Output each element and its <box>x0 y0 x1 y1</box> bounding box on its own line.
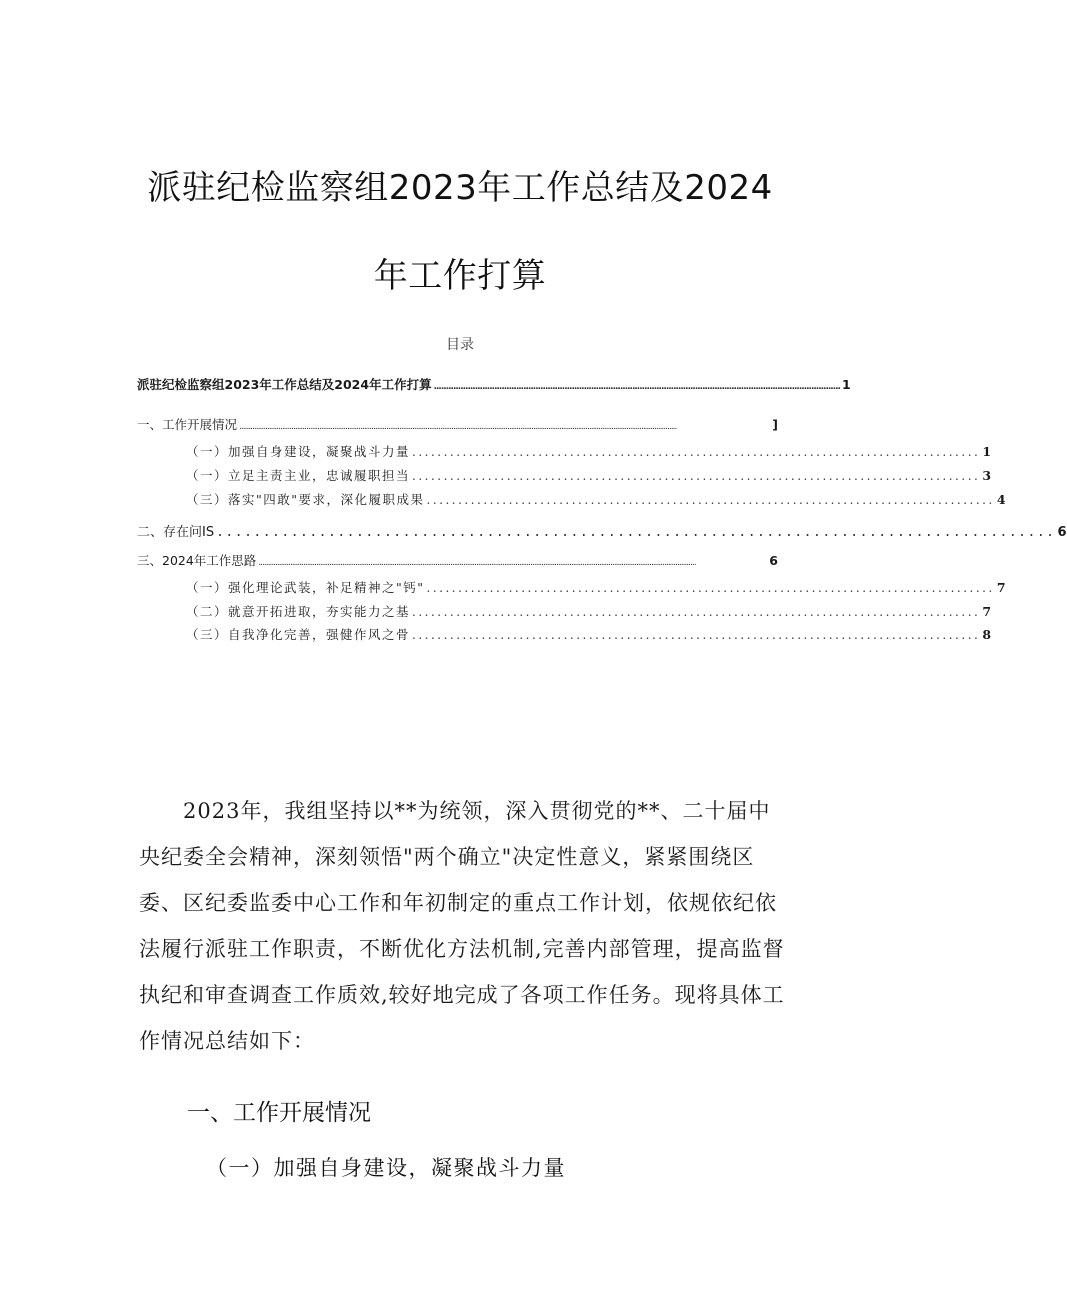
toc-leader-dots: ........................................................................................................................................................................ <box>433 382 840 392</box>
document-title-line-2: 年工作打算 <box>373 256 547 296</box>
toc-entry-label: 一、工作开展情况 <box>137 417 238 432</box>
toc-entry-label: （三）落实"四敢"要求，深化履职成果 <box>186 492 425 507</box>
toc-entry-label: （一）强化理论武装，补足精神之"钙" <box>186 580 425 595</box>
toc-entry-section-1[interactable] <box>137 415 778 433</box>
toc-entry-label: 派驻纪检监察组2023年工作总结及2024年工作打算 <box>137 377 432 392</box>
toc-entry-label: 二、存在问IS <box>137 525 215 540</box>
toc-entry-page: 8 <box>982 627 992 642</box>
toc-entry-section-3-2[interactable] <box>186 602 992 620</box>
toc-entry-label: （二）就意开拓进取，夯实能力之基 <box>186 604 411 619</box>
toc-leader-dots: .......................................................................................... <box>426 493 995 507</box>
toc-leader-dots: ........................................................................................................................................................................................................................................... <box>258 558 696 568</box>
toc-entry-section-1-1[interactable] <box>186 442 992 460</box>
toc-entry-section-3[interactable] <box>137 551 778 569</box>
toc-entry-page: 7 <box>996 580 1006 595</box>
toc-entry-page: 7 <box>982 604 992 619</box>
toc-entry-page: 6 <box>1057 525 1067 540</box>
toc-leader-dots: .......................................................................................... <box>216 525 1056 540</box>
toc-entry-page: 4 <box>996 492 1006 507</box>
toc-entry-label: （一）加强自身建设，凝聚战斗力量 <box>186 444 411 459</box>
subsection-heading-self-building: （一）加强自身建设，凝聚战斗力量 <box>206 1156 566 1180</box>
toc-heading: 目录 <box>446 337 474 353</box>
toc-entry-document-title[interactable] <box>137 375 851 393</box>
document-title-line-1: 派驻纪检监察组2023年工作总结及2024 <box>147 168 773 208</box>
toc-leader-dots: ........................................................................................................................................................................................................................................... <box>239 422 677 432</box>
section-heading-work-status: 一、工作开展情况 <box>187 1100 371 1126</box>
toc-entry-label: （一）立足主责主业，忠诚履职担当 <box>186 468 411 483</box>
toc-entry-page: 1 <box>982 444 992 459</box>
toc-entry-section-1-2[interactable] <box>186 466 992 484</box>
intro-paragraph: 2023年，我组坚持以**为统领，深入贯彻党的**、二十届中央纪委全会精神，深刻领悟"两个确立"决定性意义，紧紧围绕区委、区纪委监委中心工作和年初制定的重点工作计划，依规依纪依法履行派驻工作职责，不断优化方法机制,完善内部管理，提高监督执纪和审查调查工作质效,较好地完成了各项工作任务。现将具体工作情况总结如下： <box>139 799 785 1053</box>
toc-leader-dots: .......................................................................................... <box>412 605 981 619</box>
toc-entry-section-2[interactable] <box>137 521 1067 540</box>
toc-leader-dots: .......................................................................................... <box>412 445 981 459</box>
toc-leader-dots: .......................................................................................... <box>412 628 981 642</box>
toc-leader-dots: .......................................................................................... <box>412 469 981 483</box>
toc-entry-page: ] <box>772 417 778 432</box>
toc-entry-page: 6 <box>769 553 778 568</box>
toc-leader-dots: .......................................................................................... <box>426 581 995 595</box>
toc-entry-label: （三）自我净化完善，强健作风之骨 <box>186 627 411 642</box>
toc-entry-section-3-1[interactable] <box>186 578 1006 596</box>
toc-entry-page: 1 <box>841 377 851 392</box>
toc-entry-label: 三、2024年工作思路 <box>137 553 257 568</box>
toc-entry-section-3-3[interactable] <box>186 625 992 643</box>
toc-entry-page: 3 <box>982 468 992 483</box>
toc-entry-section-1-3[interactable] <box>186 490 1006 508</box>
